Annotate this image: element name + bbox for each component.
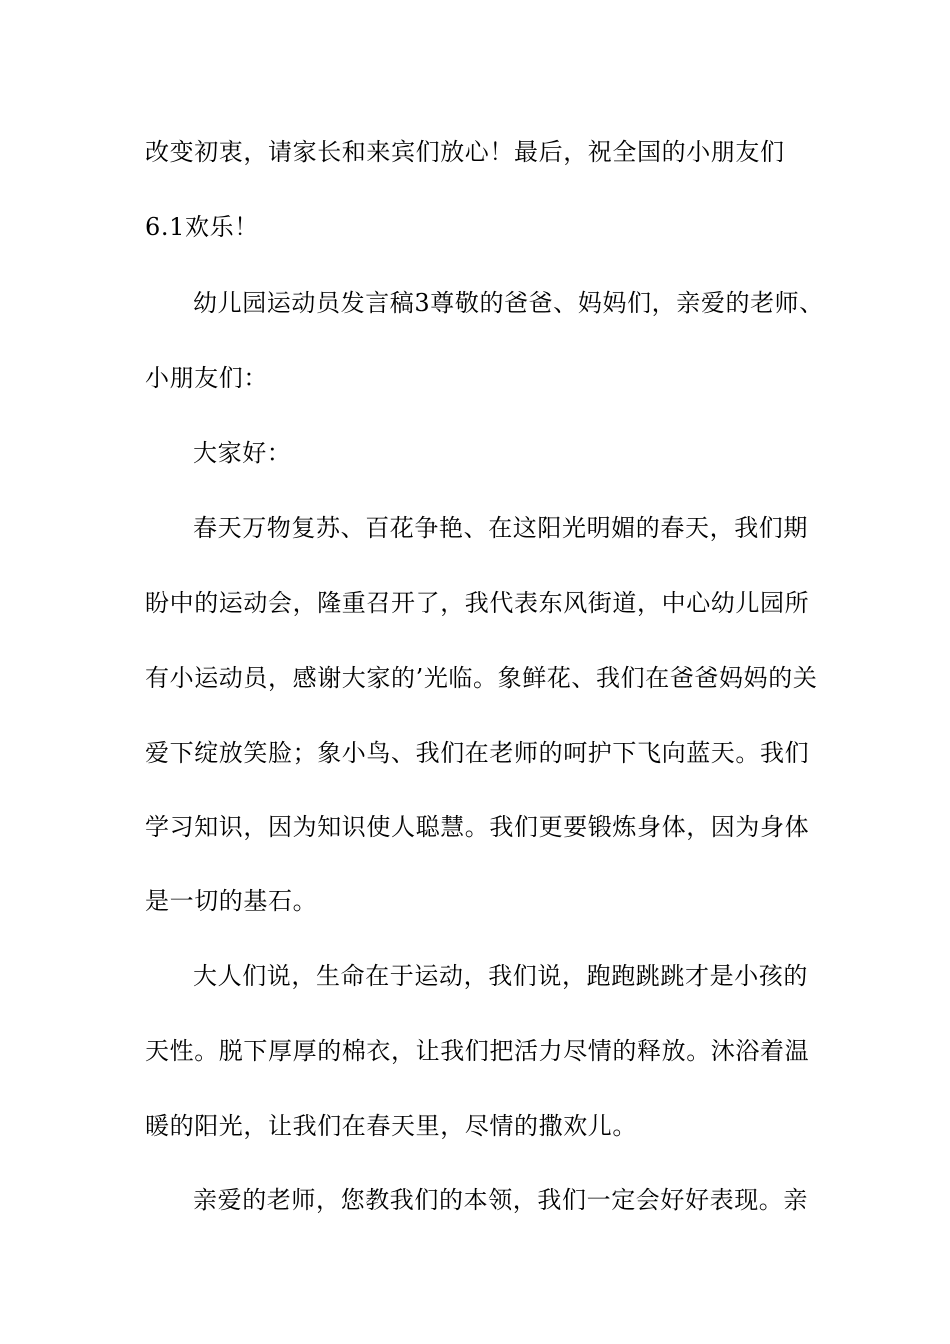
text-line-13: 天性。脱下厚厚的棉衣，让我们把活力尽情的释放。沐浴着温 bbox=[145, 1037, 810, 1065]
text-line-15: 亲爱的老师，您教我们的本领，我们一定会好好表现。亲 bbox=[193, 1186, 808, 1214]
text-line-2: 6.1欢乐！ bbox=[145, 213, 259, 241]
text-line-3: 幼儿园运动员发言稿3尊敬的爸爸、妈妈们，亲爱的老师、 bbox=[193, 289, 824, 317]
text-line-10: 学习知识，因为知识使人聪慧。我们更要锻炼身体，因为身体 bbox=[145, 813, 810, 841]
text-line-8: 有小运动员，感谢大家的’光临。象鲜花、我们在爸爸妈妈的关 bbox=[145, 664, 818, 692]
text-line-6: 春天万物复苏、百花争艳、在这阳光明媚的春天，我们期 bbox=[193, 514, 808, 542]
text-line-4: 小朋友们： bbox=[145, 364, 268, 392]
text-line-1: 改变初衷，请家长和来宾们放心！最后，祝全国的小朋友们 bbox=[145, 138, 785, 166]
text-line-14: 暖的阳光，让我们在春天里，尽情的撒欢儿。 bbox=[145, 1112, 637, 1140]
text-line-11: 是一切的基石。 bbox=[145, 887, 318, 915]
text-line-7: 盼中的运动会，隆重召开了，我代表东风街道，中心幼儿园所 bbox=[145, 589, 810, 617]
text-line-9: 爱下绽放笑脸；象小鸟、我们在老师的呵护下飞向蓝天。我们 bbox=[145, 739, 810, 767]
text-line-5: 大家好： bbox=[193, 439, 292, 467]
text-line-12: 大人们说，生命在于运动，我们说，跑跑跳跳才是小孩的 bbox=[193, 962, 808, 990]
